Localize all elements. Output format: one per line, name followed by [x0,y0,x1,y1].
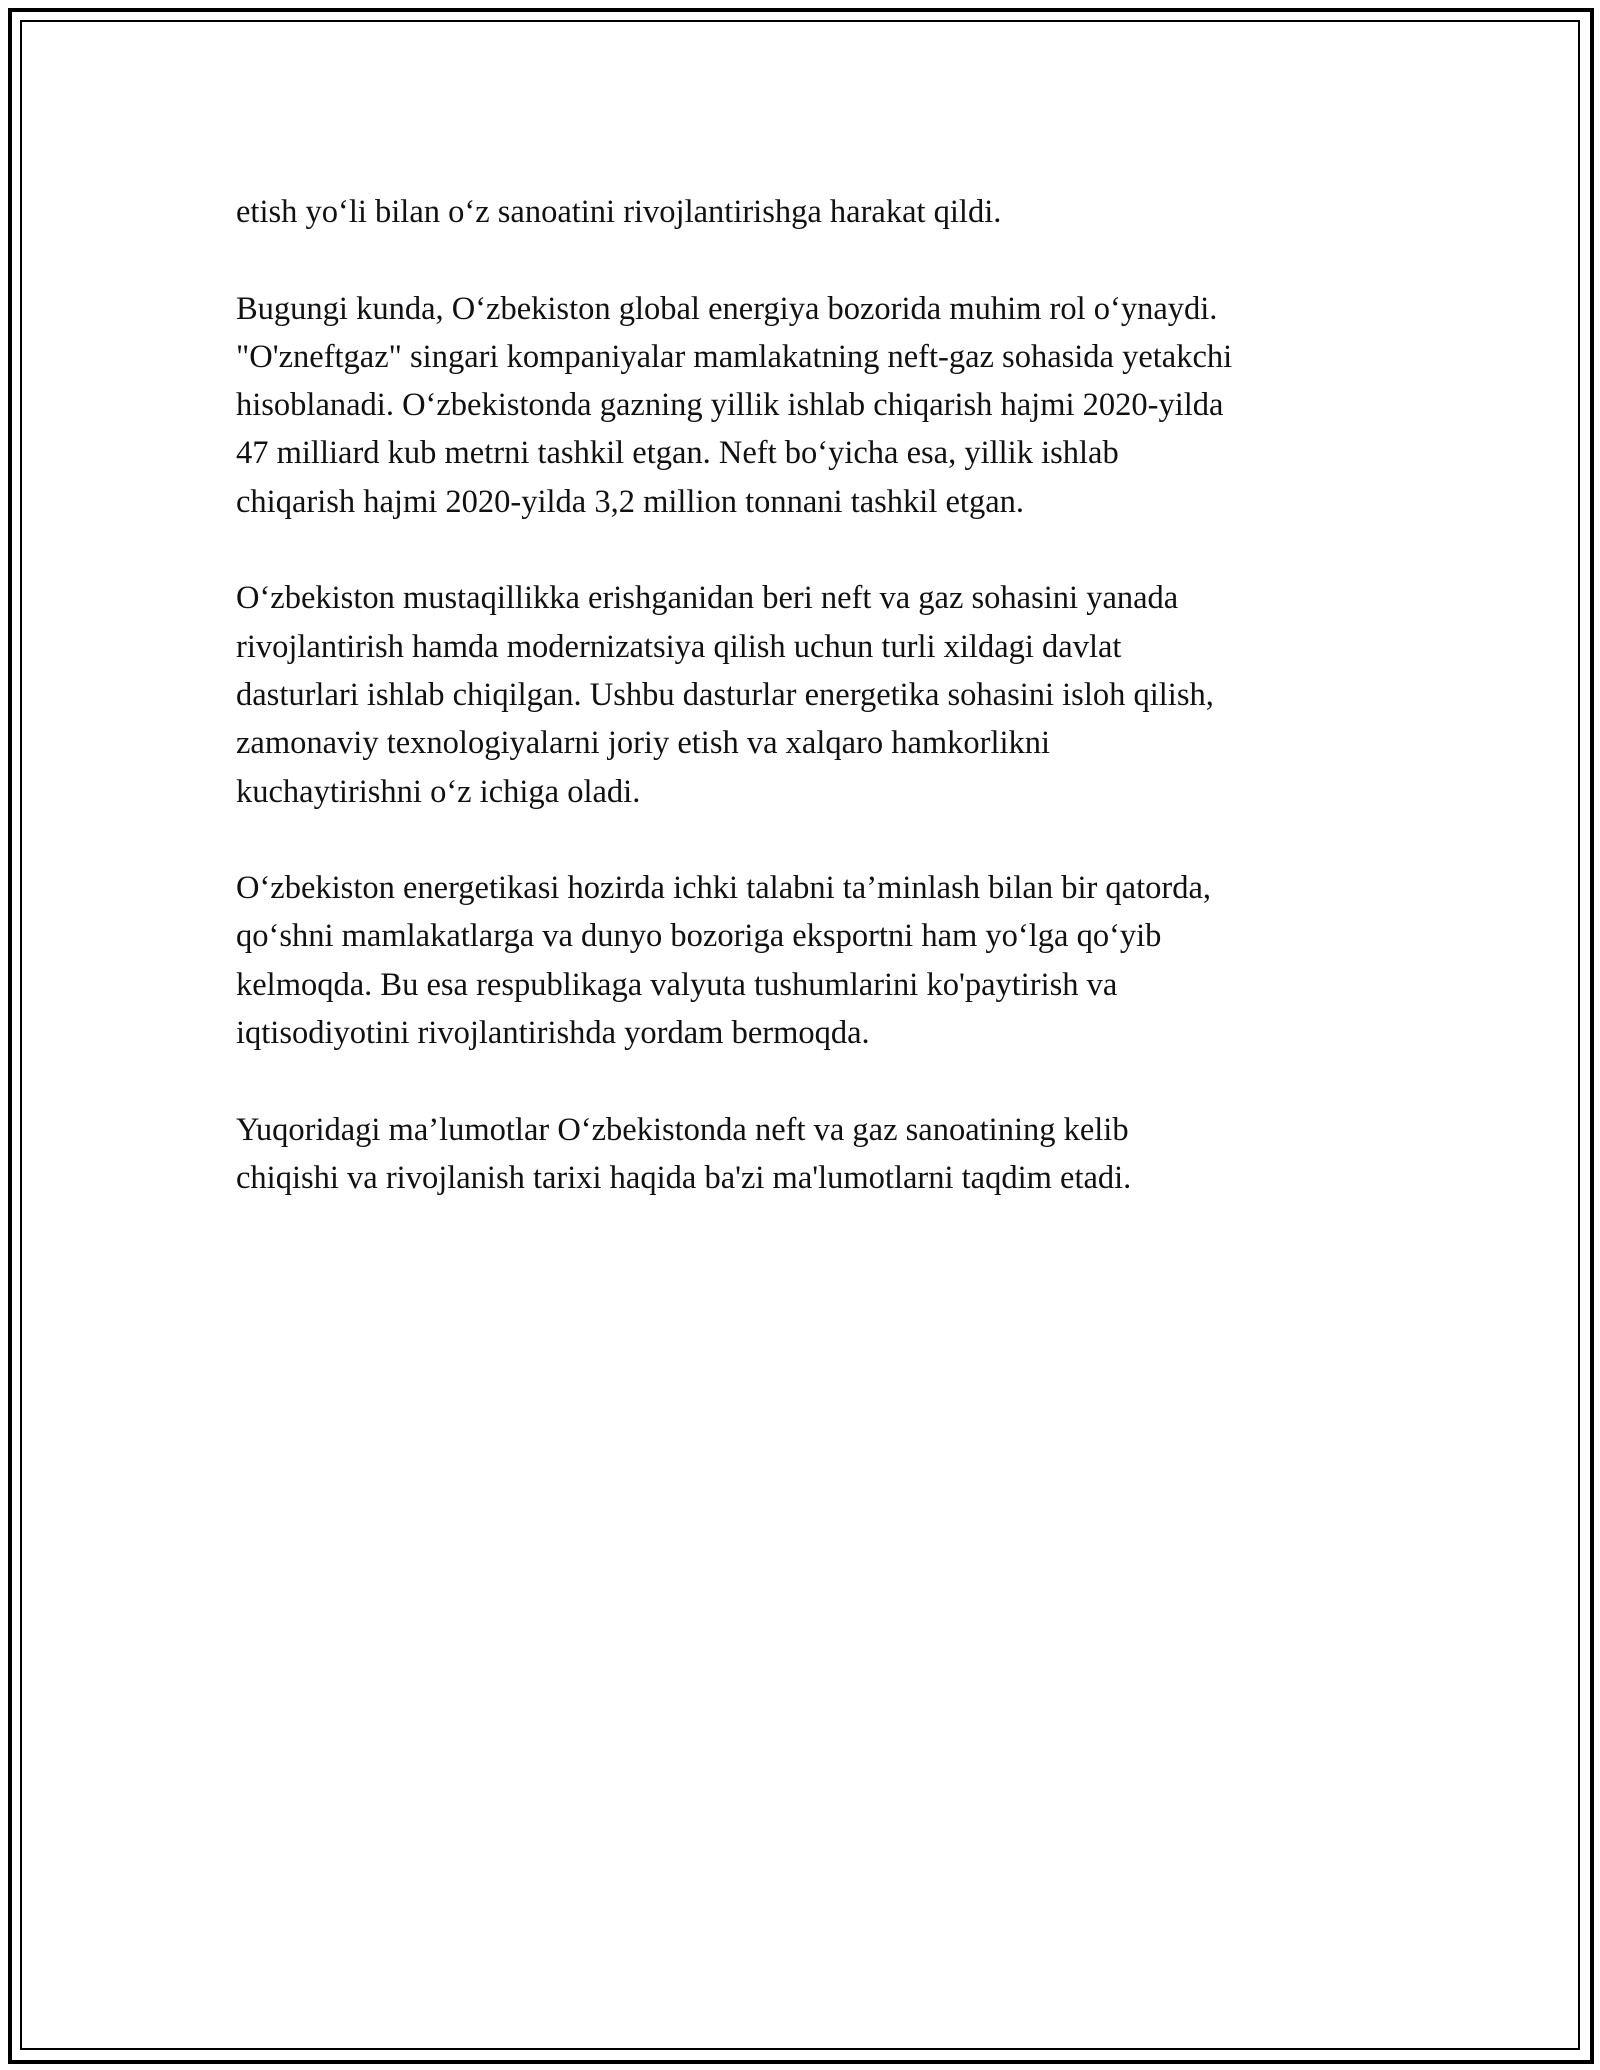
document-body [236,188,1386,1251]
paragraph-3 [236,574,1386,815]
paragraph-line: etish yo‘li bilan o‘z sanoatini rivojlantirishga harakat qildi. [236,194,1002,230]
paragraph-line: chiqishi va rivojlanish tarixi haqida ba'zi ma'lumotlarni taqdim etadi. [236,1159,1132,1196]
paragraph-line: dasturlari ishlab chiqilgan. Ushbu dasturlar energetika sohasini isloh qilish, [236,676,1214,713]
paragraph-line: kuchaytirishni o‘z ichiga oladi. [236,773,641,810]
paragraph-line: O‘zbekiston mustaqillikka erishganidan beri neft va gaz sohasini yanada [236,580,1179,617]
paragraph-line: qo‘shni mamlakatlarga va dunyo bozoriga eksportni ham yo‘lga qo‘yib [236,918,1162,955]
paragraph-5 [236,1106,1386,1203]
paragraph-line: Bugungi kunda, O‘zbekiston global energiya bozorida muhim rol o‘ynaydi. [236,290,1218,327]
paragraph-2 [236,285,1386,526]
paragraph-line: zamonaviy texnologiyalarni joriy etish va xalqaro hamkorlikni [236,725,1051,762]
paragraph-line: kelmoqda. Bu esa respublikaga valyuta tushumlarini ko'paytirish va [236,966,1118,1003]
paragraph-1 [236,188,1386,236]
paragraph-line: "O'zneftgaz" singari kompaniyalar mamlakatning neft-gaz sohasida yetakchi [236,338,1233,375]
paragraph-4 [236,864,1386,1057]
paragraph-line: hisoblanadi. O‘zbekistonda gazning yillik ishlab chiqarish hajmi 2020-yilda [236,387,1224,424]
paragraph-line: iqtisodiyotini rivojlantirishda yordam bermoqda. [236,1015,870,1052]
paragraph-line: Yuqoridagi ma’lumotlar O‘zbekistonda neft va gaz sanoatining kelib [236,1111,1129,1148]
paragraph-line: rivojlantirish hamda modernizatsiya qilish uchun turli xildagi davlat [236,628,1122,665]
paragraph-line: 47 milliard kub metrni tashkil etgan. Neft bo‘yicha esa, yillik ishlab [236,435,1119,472]
paragraph-line: chiqarish hajmi 2020-yilda 3,2 million tonnani tashkil etgan. [236,483,1024,520]
paragraph-line: O‘zbekiston energetikasi hozirda ichki talabni ta’minlash bilan bir qatorda, [236,870,1211,907]
